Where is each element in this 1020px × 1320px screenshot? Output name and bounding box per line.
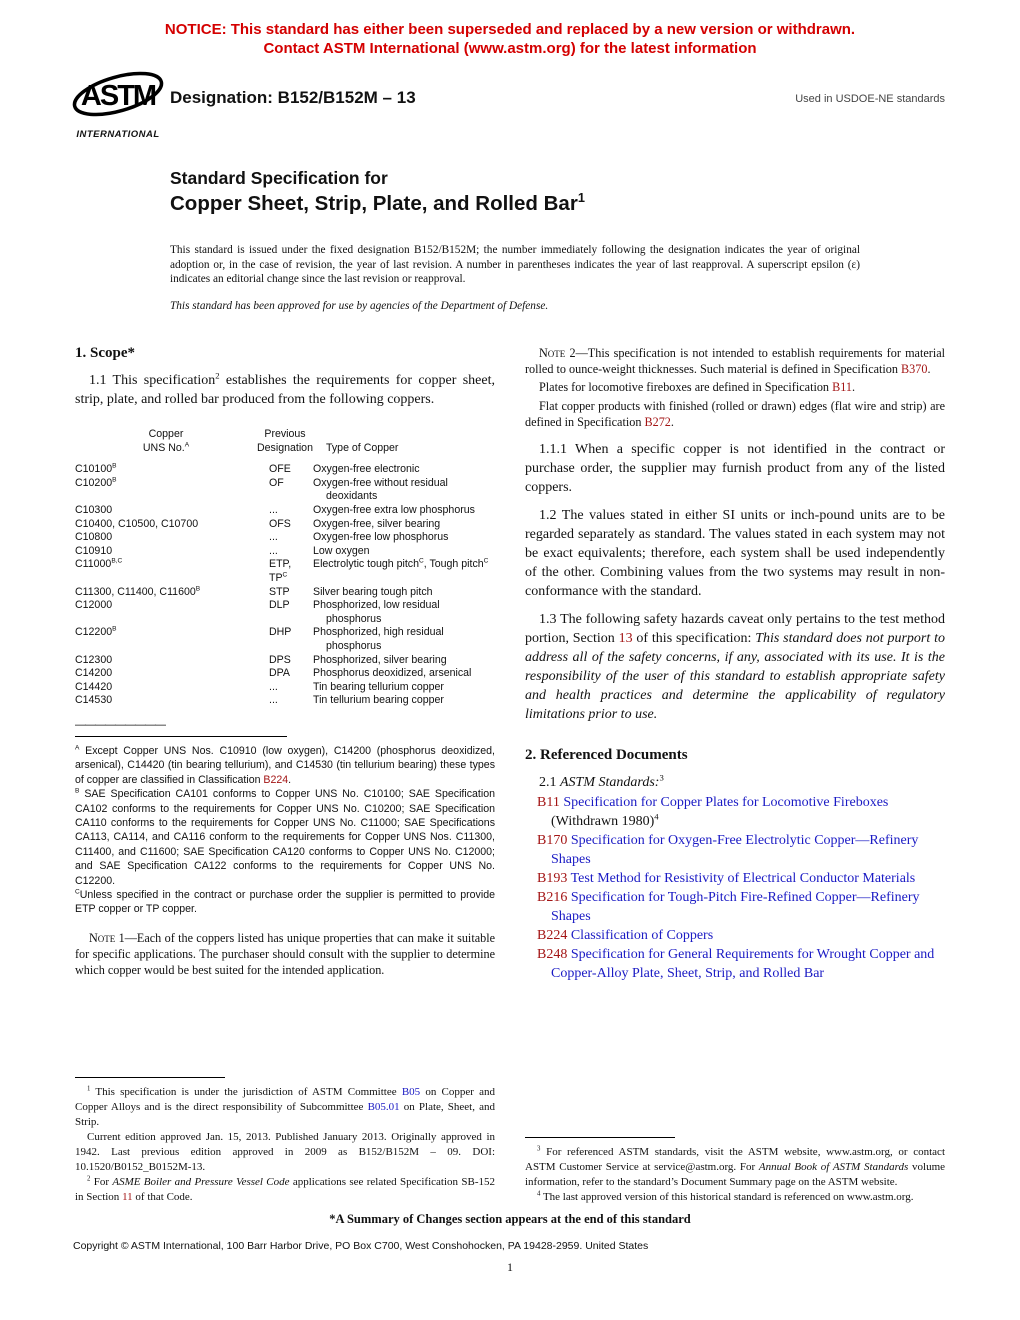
text-segment: Copper <box>148 428 184 440</box>
table-cell: Oxygen-free, silver bearing <box>313 517 441 530</box>
table-cell: Phosphorized, silver bearing <box>313 653 447 666</box>
table-cell: C14200 <box>75 667 113 680</box>
table-cell: Low oxygen <box>313 544 370 557</box>
text-segment: . <box>927 362 931 377</box>
text-segment: A <box>75 744 80 752</box>
copyright-line: Copyright © ASTM International, 100 Barr Harbor Drive, PO Box C700, West Conshohocken, PA 19428-2959. United States <box>73 1240 649 1252</box>
text-segment: This specification is under the jurisdiction of ASTM Committee <box>90 1086 402 1098</box>
text-segment: 1.2 The values stated in either SI units or inch-pound units are to be regarded separately as standard. The values stated in each system may not be exact equivalents; therefore, each system shall be used independently of the other. Combining values from the two systems may result in non-conformance with the standard. <box>525 508 945 600</box>
note-1 <box>75 930 495 979</box>
designation: Designation: B152/B152M – 13 <box>170 88 416 107</box>
table-footnote-rule <box>75 736 287 737</box>
table-cell: C12300 <box>75 653 113 666</box>
text-segment: Annual Book of ASTM Standards <box>758 1161 909 1173</box>
text-segment: B <box>112 462 117 470</box>
paragraph-1-1 <box>75 371 495 409</box>
link-B224[interactable]: B224 <box>537 928 568 944</box>
link-B224[interactable]: B224 <box>263 773 289 786</box>
footnote-3 <box>525 1145 945 1190</box>
page-number: 1 <box>507 1260 513 1274</box>
table-cell: ... <box>269 503 278 516</box>
text-segment: For <box>90 1176 113 1188</box>
table-cell: C14530 <box>75 694 113 707</box>
table-cell: C12000 <box>75 599 113 612</box>
table-cell: DPA <box>269 667 290 680</box>
table-cell: Oxygen-free low phosphorus <box>313 531 449 544</box>
table-cell: OF <box>269 476 284 489</box>
text-segment: 2.1 <box>539 775 560 791</box>
text-segment: —Each of the coppers listed has unique properties that can make it suitable for specific applications. The purchaser should consult with the supplier to determine which copper would be best suited for the intended application. <box>75 930 496 978</box>
notice-line-2: Contact ASTM International (www.astm.org) for the latest information <box>263 40 757 57</box>
dod-approval-note: This standard has been approved for use by agencies of the Department of Defense. <box>170 300 549 312</box>
text-segment: C10200 <box>75 476 113 489</box>
text-segment: C <box>483 557 489 565</box>
left-footnotes <box>75 1073 495 1205</box>
table-end-dashes: ————————— <box>75 718 165 731</box>
text-segment: 2 <box>87 1175 91 1183</box>
table-cell: ... <box>269 544 278 557</box>
table-cell: Oxygen-free extra low phosphorus <box>313 503 475 516</box>
usage-note: Used in USDOE-NE standards <box>795 93 945 105</box>
svg-text:ASTM: ASTM <box>80 80 156 112</box>
table-cell: C10300 <box>75 503 113 516</box>
text-segment: 1.1.1 When a specific copper is not identified in the contract or purchase order, the supplier may furnish product from any of the listed coppers. <box>525 442 945 496</box>
document-title <box>170 167 585 217</box>
text-segment: Flat copper products with finished (rolled or drawn) edges (flat wire and strip) are defined in Specification <box>525 398 945 429</box>
table-footnote-a <box>75 744 495 787</box>
table-cell: DLP <box>269 599 290 612</box>
text-segment: ASME Boiler and Pressure Vessel Code <box>112 1176 290 1188</box>
copper-table <box>75 428 495 708</box>
referenced-standard-item <box>525 793 945 831</box>
link-B05[interactable]: B05 <box>401 1086 421 1098</box>
note-2 <box>525 345 945 377</box>
footnote-4 <box>525 1190 945 1205</box>
table-footnote-b <box>75 787 495 888</box>
paragraph-flat-products <box>525 398 945 430</box>
link--Classification-of-Coppe[interactable]: Classification of Coppers <box>567 928 714 944</box>
table-header-type <box>313 442 495 464</box>
table-cell <box>75 586 257 600</box>
paragraph-2-1 <box>525 773 945 792</box>
referenced-standards-list <box>525 793 945 983</box>
footnote-rule <box>75 1077 225 1078</box>
text-segment: 1.3 The following safety hazards caveat only pertains to the test method portion, Section <box>525 612 945 647</box>
paragraph-1-2 <box>525 506 945 601</box>
text-segment: Note 1 <box>89 930 125 945</box>
table-cell <box>75 463 257 477</box>
text-segment: ETP, <box>269 558 292 571</box>
text-segment: establishes the requirements for copper sheet, strip, plate, and rolled bar produced from the following coppers. <box>75 373 495 407</box>
text-segment: B,C <box>111 557 123 565</box>
astm-globe-icon <box>70 66 166 128</box>
text-segment: C10100 <box>75 463 113 476</box>
table-cell <box>313 558 495 585</box>
referenced-standard-item <box>525 945 945 983</box>
text-segment: The last approved version of this historical standard is referenced on www.astm.org. <box>540 1191 914 1203</box>
text-segment: B <box>112 625 117 633</box>
text-segment: 4 <box>654 811 659 822</box>
text-segment: UNS No. <box>142 441 185 454</box>
table-cell <box>75 558 257 585</box>
text-segment: 3 <box>659 772 664 783</box>
text-segment: C <box>419 557 424 565</box>
text-segment: For referenced ASTM standards, visit the ASTM website, www.astm.org, or contact ASTM Customer Service at service@astm.org. For <box>525 1146 945 1173</box>
table-header-previous <box>257 428 313 463</box>
text-segment: Note 2 <box>539 346 576 360</box>
table-cell: OFE <box>269 463 291 476</box>
text-segment: Except Copper UNS Nos. C10910 (low oxygen), C14200 (phosphorus deoxidized, arsenical), C14420 (tin bearing tellurium), and C14530 (tin tellurium bearing) these types of copper are classified in Classification <box>75 744 495 786</box>
table-cell: Tin bearing tellurium copper <box>313 680 444 693</box>
text-segment: ASTM Standards: <box>560 775 660 791</box>
text-segment: Electrolytic tough pitch <box>313 558 419 571</box>
link-B272[interactable]: B272 <box>644 414 671 429</box>
table-cell: C10400, C10500, C10700 <box>75 517 199 530</box>
right-footnotes <box>525 1133 945 1205</box>
table-cell <box>257 558 313 585</box>
table-cell <box>75 626 257 653</box>
table-cell: Phosphorized, low residual phosphorus <box>313 599 440 625</box>
table-footnote-c <box>75 888 495 917</box>
text-segment: Type of Copper <box>326 441 399 454</box>
table-cell: OFS <box>269 517 291 530</box>
link-11[interactable]: 11 <box>122 1191 133 1203</box>
table-header-uns <box>75 428 257 463</box>
astm-logo <box>70 66 166 140</box>
table-cell: C14420 <box>75 680 113 693</box>
text-segment: This standard does not purport to address all of the safety concerns, if any, associated with its use. It is the responsibility of the user of this standard to establish appropriate safety and health practices and determine the applicability of regulatory limitations prior to use. <box>525 631 945 723</box>
referenced-standard-item <box>525 831 945 869</box>
text-segment: C11300, C11400, C11600 <box>75 585 196 598</box>
text-segment: of this specification: <box>632 631 756 647</box>
footnote-1-edition: Current edition approved Jan. 15, 2013. Published January 2013. Originally approved in 1942. Last previous edition approved in 2009 as B152/B152M – 09. DOI: 10.1520/B0152_B0152M-13. <box>75 1131 495 1173</box>
table-cell: ... <box>269 680 278 693</box>
section-1-heading: 1. Scope* <box>75 345 135 361</box>
text-segment: SAE Specification CA101 conforms to Copper UNS No. C10100; SAE Specification CA102 conforms to the requirements for Copper UNS No. C10200; SAE Specification CA110 conforms to the requirements for Copper UNS No. C11000; SAE Specifications CA113, CA114, and CA116 conform to the requirements for Copper UNS Nos. C11300, C11400, and C11600; SAE Specification CA120 conforms to Copper UNS No. C12000; and SAE Specification CA122 conforms to the requirements for Copper UNS No. C12200. <box>75 788 495 887</box>
right-column <box>525 345 945 1205</box>
table-cell: DHP <box>269 626 292 639</box>
table-cell: ... <box>269 694 278 707</box>
text-segment: applications see related Specification SB-152 in Section <box>75 1176 495 1203</box>
table-cell: C10910 <box>75 544 113 557</box>
table-cell: Tin tellurium bearing copper <box>313 694 444 707</box>
text-segment: on Plate, Sheet, and Strip. <box>75 1101 496 1128</box>
table-cell: C10800 <box>75 531 113 544</box>
referenced-standard-item <box>525 869 945 888</box>
text-segment: 3 <box>537 1145 541 1153</box>
summary-of-changes-note: *A Summary of Changes section appears at the end of this standard <box>329 1212 691 1226</box>
table-cell: STP <box>269 585 290 598</box>
link-B05.01[interactable]: B05.01 <box>367 1101 400 1113</box>
text-segment: 4 <box>537 1190 541 1198</box>
text-segment: Plates for locomotive fireboxes are defined in Specification <box>539 380 833 395</box>
notice-line-1: NOTICE: This standard has either been superseded and replaced by a new version or withdrawn. <box>164 21 856 38</box>
title-text: Copper Sheet, Strip, Plate, and Rolled Bar <box>170 192 578 215</box>
paragraph-1-3 <box>525 610 945 724</box>
text-segment: Unless specified in the contract or purchase order the supplier is permitted to provide ETP copper or TP copper. <box>75 888 495 916</box>
text-segment: volume information, refer to the standard’s Document Summary page on the ASTM website. <box>525 1161 946 1188</box>
text-segment: . <box>288 773 292 786</box>
table-cell: Oxygen-free electronic <box>313 463 420 476</box>
link-B170[interactable]: B170 <box>537 833 568 849</box>
link-B370[interactable]: B370 <box>901 362 928 377</box>
text-segment: —This specification is not intended to establish requirements for material rolled to ounce-weight thicknesses. Such material is defined in Specification <box>525 346 945 377</box>
text-segment: C12200 <box>75 626 113 639</box>
link-13[interactable]: 13 <box>618 631 633 647</box>
text-segment: 1 <box>87 1085 91 1093</box>
link-B216[interactable]: B216 <box>537 890 568 906</box>
footnote-rule <box>525 1137 675 1138</box>
text-segment: . <box>851 380 855 395</box>
two-column-body <box>75 345 945 1205</box>
text-segment: of that Code. <box>132 1191 193 1203</box>
text-segment: on Copper and Copper Alloys and is the direct responsibility of Subcommittee <box>75 1086 495 1113</box>
link--Specification-for-Oxyge[interactable]: Specification for Oxygen-Free Electrolytic Copper—Refinery Shapes <box>551 833 919 868</box>
footnote-2 <box>75 1175 495 1205</box>
table-cell: Silver bearing tough pitch <box>313 585 433 598</box>
text-segment: B <box>112 476 117 484</box>
link--Specification-for-Tough[interactable]: Specification for Tough-Pitch Fire-Refined Copper—Refinery Shapes <box>551 890 920 925</box>
table-cell: ... <box>269 531 278 544</box>
link-B11[interactable]: B11 <box>537 795 560 811</box>
link--Specification-for-Coppe[interactable]: Specification for Copper Plates for Locomotive Fireboxes <box>559 795 889 811</box>
table-cell: Oxygen-free without residual deoxidants <box>313 476 448 503</box>
text-segment: B <box>75 787 80 795</box>
referenced-standard-item <box>525 888 945 926</box>
link-B248[interactable]: B248 <box>537 947 568 963</box>
left-column <box>75 345 495 1205</box>
text-segment: C <box>282 571 288 579</box>
text-segment: C11000 <box>75 558 112 571</box>
text-segment: C <box>75 888 80 896</box>
issue-statement: This standard is issued under the fixed designation B152/B152M; the number immediately following the designation indicates the year of original adoption or, in the case of revision, the year of last revision. A number in parentheses indicates the year of last reapproval. A superscript epsilon (ε) indicates an editorial change since the last revision or reapproval. <box>170 244 860 286</box>
referenced-standard-item <box>525 926 945 945</box>
title-line-2 <box>170 190 585 217</box>
text-segment: 1.1 This specification <box>89 373 216 388</box>
paragraph-fireboxes <box>525 379 945 395</box>
footnote-1 <box>75 1085 495 1130</box>
text-segment: . <box>670 414 674 429</box>
text-segment: TP <box>269 571 283 584</box>
link--Specification-for-Gener[interactable]: Specification for General Requirements for Wrought Copper and Copper-Alloy Plate, Sheet, Strip, and Rolled Bar <box>551 947 935 982</box>
table-cell: Phosphorus deoxidized, arsenical <box>313 667 472 680</box>
table-cell: DPS <box>269 653 291 666</box>
text-segment: Designation <box>257 441 313 454</box>
title-line-1: Standard Specification for <box>170 168 388 188</box>
astm-logo-subtitle: INTERNATIONAL <box>76 129 160 140</box>
text-segment: B <box>195 585 201 592</box>
table-cell <box>75 477 257 504</box>
link--Test-Method-for-Resisti[interactable]: Test Method for Resistivity of Electrical Conductor Materials <box>567 871 916 887</box>
section-2-heading: 2. Referenced Documents <box>525 747 688 764</box>
text-segment: Previous <box>264 428 306 440</box>
link-B193[interactable]: B193 <box>537 871 568 887</box>
text-segment: (Withdrawn 1980) <box>551 814 655 830</box>
text-segment: 2 <box>215 370 220 381</box>
text-segment: , Tough pitch <box>423 558 484 571</box>
link-B11[interactable]: B11 <box>832 380 852 395</box>
text-segment: A <box>184 441 190 449</box>
title-footnote-ref[interactable]: 1 <box>577 190 585 206</box>
paragraph-1-1-1 <box>525 440 945 497</box>
notice-banner <box>0 20 1020 58</box>
table-cell: Phosphorized, high residual phosphorus <box>313 626 444 652</box>
